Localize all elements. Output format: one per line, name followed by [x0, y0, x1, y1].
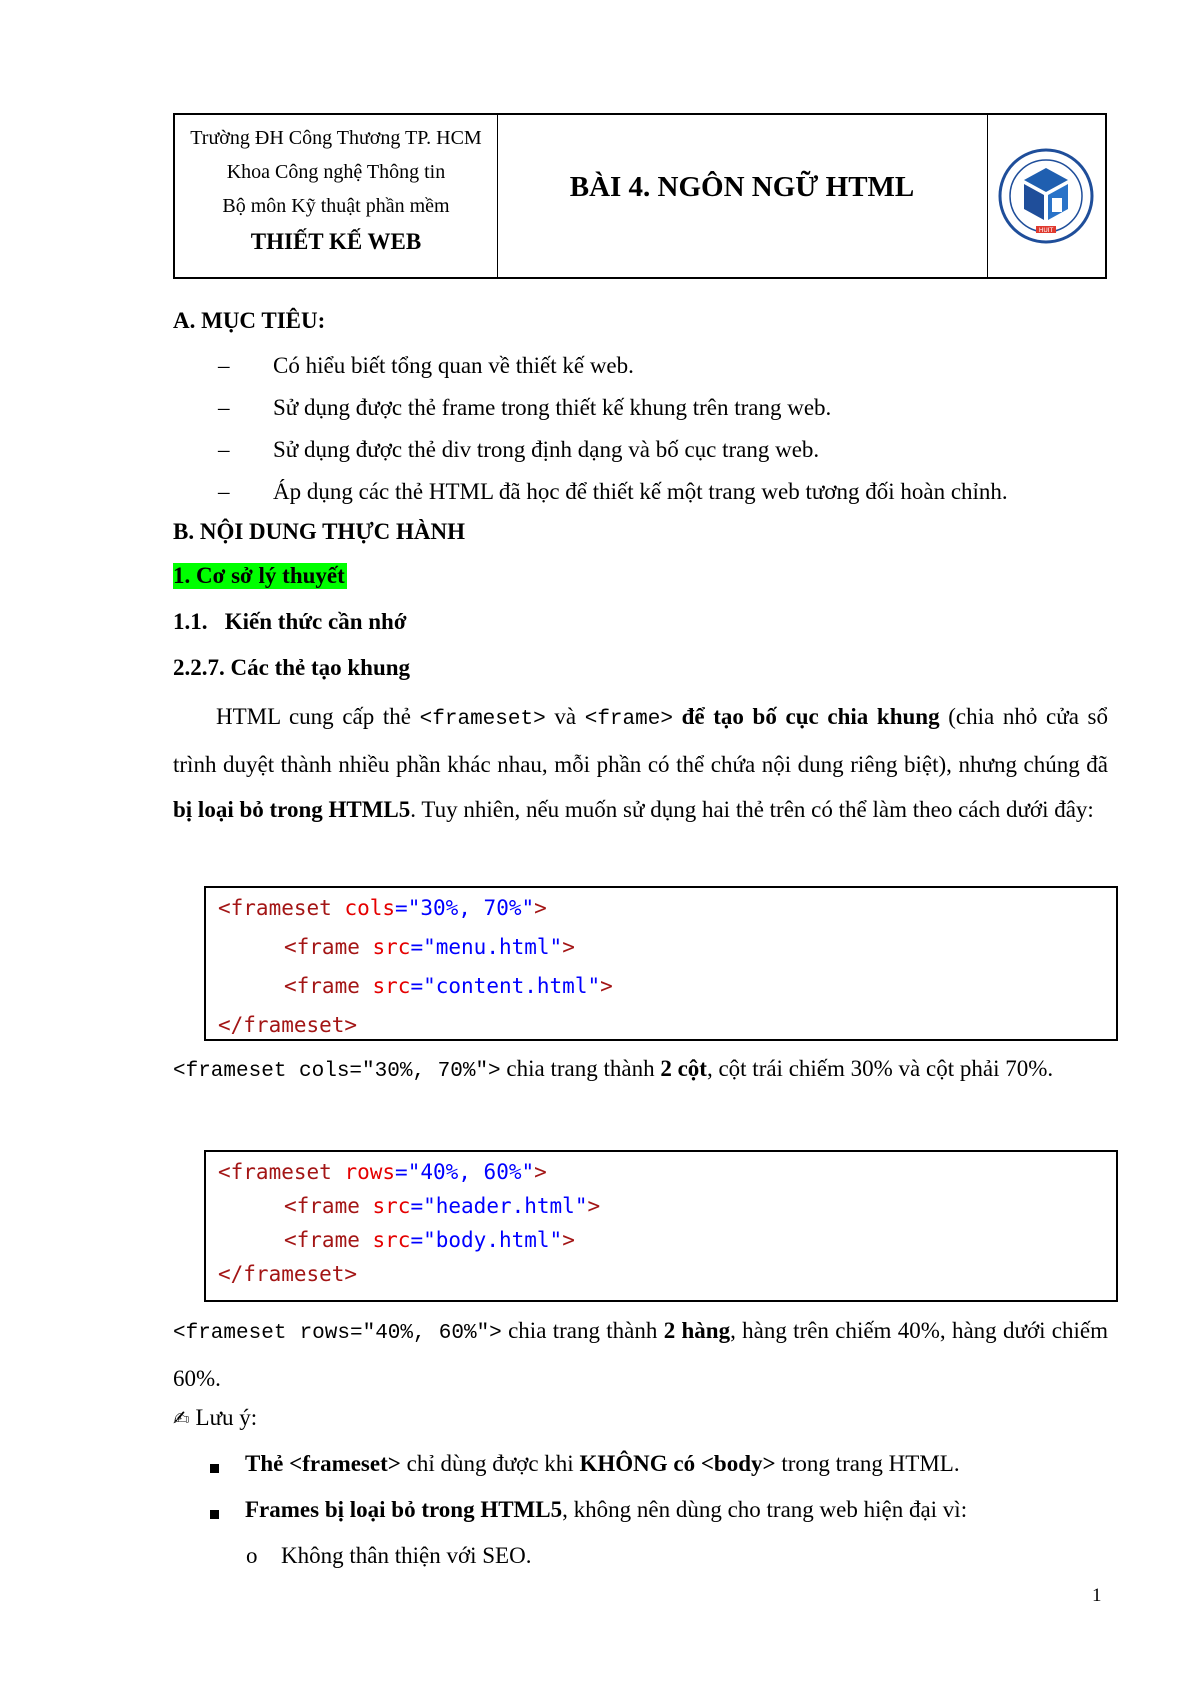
square-bullet-icon: [210, 1510, 219, 1519]
note-bullet: Frames bị loại bỏ trong HTML5, không nên dùng cho trang web hiện đại vì:: [245, 1497, 968, 1522]
subsection-heading-highlighted: 1. Cơ sở lý thuyết: [173, 563, 345, 588]
code-line: <frame src="body.html">: [284, 1228, 575, 1252]
code-block: [204, 1150, 1118, 1302]
section-b-heading: B. NỘI DUNG THỰC HÀNH: [173, 519, 465, 544]
section-a-heading: A. MỤC TIÊU:: [173, 308, 326, 333]
code-line: <frame src="header.html">: [284, 1194, 601, 1218]
subsection-heading: 1.1. Kiến thức cần nhớ: [173, 609, 407, 634]
header-logo-cell: [987, 115, 1105, 277]
code-line: <frame src="menu.html">: [284, 935, 575, 959]
note-heading: ✍ Lưu ý:: [173, 1405, 258, 1430]
header-title-cell: [497, 115, 988, 277]
code-line: <frameset cols="30%, 70%">: [218, 896, 547, 920]
code-line: </frameset>: [218, 1013, 358, 1037]
writing-hand-icon: ✍: [173, 1406, 190, 1430]
university-logo-icon: [996, 146, 1096, 246]
sub-bullet-marker: o: [246, 1543, 258, 1568]
code-block: [204, 886, 1118, 1041]
code-line: </frameset>: [218, 1262, 358, 1286]
note-bullet: Thẻ <frameset> chỉ dùng được khi KHÔNG có <body> trong trang HTML.: [245, 1451, 960, 1476]
code-line: <frame src="content.html">: [284, 974, 613, 998]
square-bullet-icon: [210, 1464, 219, 1473]
rows-explanation: <frameset rows="40%, 60%"> chia trang thành 2 hàng, hàng trên chiếm 40%, hàng dưới chiếm 60%.: [173, 1318, 1109, 1391]
code-line: <frameset rows="40%, 60%">: [218, 1160, 547, 1184]
header-table: [173, 113, 1107, 279]
header-info-cell: [175, 115, 498, 277]
school-name: Trường ĐH Công Thương TP. HCM: [190, 127, 482, 149]
page-title: BÀI 4. NGÔN NGỮ HTML: [569, 171, 915, 203]
intro-paragraph: HTML cung cấp thẻ <frameset> và <frame> để tạo bố cục chia khung (chia nhỏ cửa sổ trình duyệt thành nhiều phần khác nhau, mỗi phần có thể chứa nội dung riêng biệt), nhưng chúng đã bị loại bỏ trong HTML5. Tuy nhiên, nếu muốn sử dụng hai thẻ trên có thể làm theo cách dưới đây:: [173, 704, 1109, 822]
page-number: 1: [1092, 1585, 1102, 1606]
faculty-name: Khoa Công nghệ Thông tin: [226, 161, 446, 183]
subsection-heading: 2.2.7. Các thẻ tạo khung: [173, 655, 411, 680]
course-name: THIẾT KẾ WEB: [250, 229, 422, 254]
svg-text:HUIT: HUIT: [1038, 227, 1054, 234]
cols-explanation: <frameset cols="30%, 70%"> chia trang thành 2 cột, cột trái chiếm 30% và cột phải 70%.: [173, 1056, 1054, 1083]
department-name: Bộ môn Kỹ thuật phần mềm: [222, 195, 450, 217]
note-sub-bullet: Không thân thiện với SEO.: [281, 1543, 532, 1568]
